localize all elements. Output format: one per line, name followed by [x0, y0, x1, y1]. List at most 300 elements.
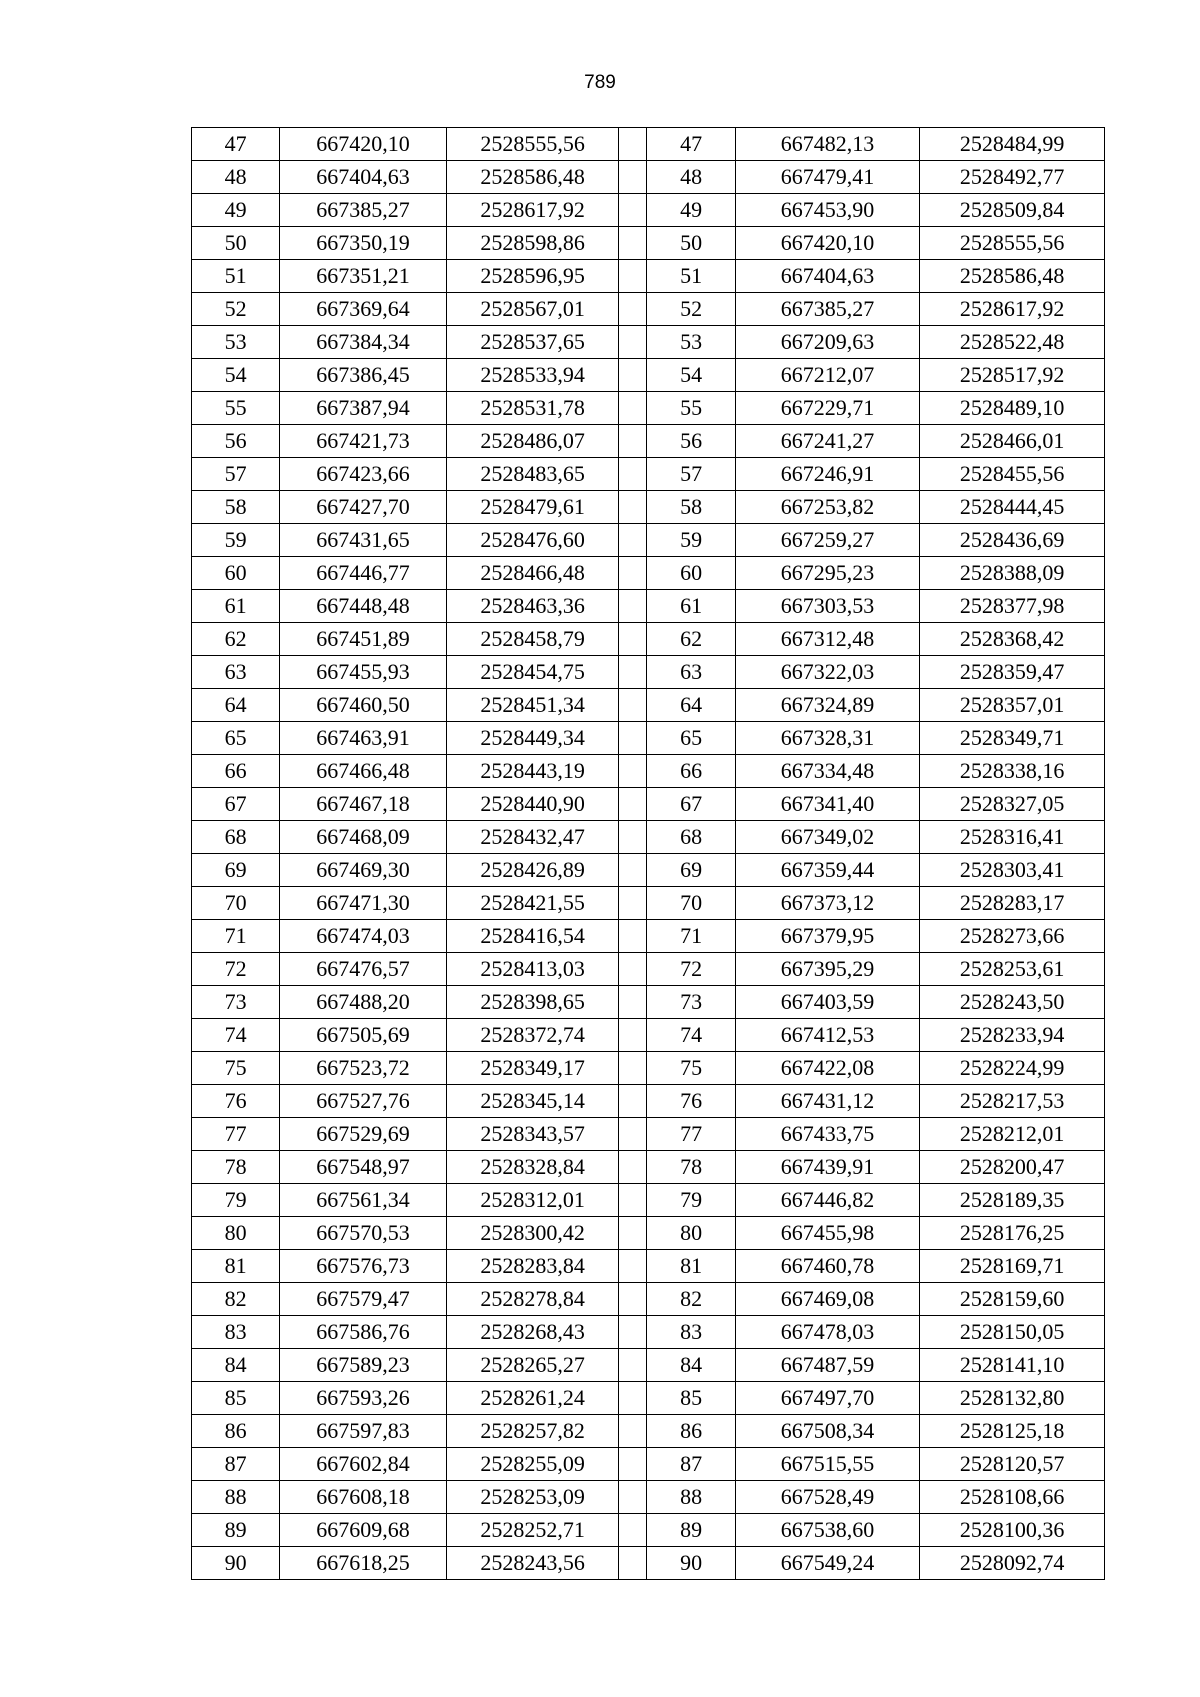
right-x-coordinate-cell: 667460,78: [735, 1250, 920, 1283]
left-y-coordinate-cell: 2528265,27: [446, 1349, 619, 1382]
spacer-cell: [619, 887, 647, 920]
spacer-cell: [619, 227, 647, 260]
left-x-coordinate-cell: 667369,64: [280, 293, 447, 326]
table-row: [192, 260, 1105, 293]
spacer-cell: [619, 293, 647, 326]
right-point-number-cell: 48: [647, 161, 735, 194]
left-x-coordinate-cell: 667608,18: [280, 1481, 447, 1514]
spacer-cell: [619, 128, 647, 161]
right-point-number-cell: 71: [647, 920, 735, 953]
spacer-cell: [619, 1052, 647, 1085]
left-x-coordinate-cell: 667463,91: [280, 722, 447, 755]
right-point-number-cell: 76: [647, 1085, 735, 1118]
left-point-number-cell: 59: [192, 524, 280, 557]
spacer-cell: [619, 194, 647, 227]
spacer-cell: [619, 557, 647, 590]
left-x-coordinate-cell: 667386,45: [280, 359, 447, 392]
left-point-number-cell: 66: [192, 755, 280, 788]
table-row: [192, 1250, 1105, 1283]
left-point-number-cell: 90: [192, 1547, 280, 1580]
spacer-cell: [619, 821, 647, 854]
right-y-coordinate-cell: 2528189,35: [920, 1184, 1105, 1217]
right-y-coordinate-cell: 2528377,98: [920, 590, 1105, 623]
right-y-coordinate-cell: 2528349,71: [920, 722, 1105, 755]
right-y-coordinate-cell: 2528283,17: [920, 887, 1105, 920]
left-point-number-cell: 50: [192, 227, 280, 260]
left-x-coordinate-cell: 667351,21: [280, 260, 447, 293]
spacer-cell: [619, 1085, 647, 1118]
left-point-number-cell: 47: [192, 128, 280, 161]
right-point-number-cell: 67: [647, 788, 735, 821]
spacer-cell: [619, 722, 647, 755]
spacer-cell: [619, 1118, 647, 1151]
right-point-number-cell: 55: [647, 392, 735, 425]
left-point-number-cell: 60: [192, 557, 280, 590]
right-x-coordinate-cell: 667322,03: [735, 656, 920, 689]
right-x-coordinate-cell: 667324,89: [735, 689, 920, 722]
left-y-coordinate-cell: 2528483,65: [446, 458, 619, 491]
left-x-coordinate-cell: 667602,84: [280, 1448, 447, 1481]
left-x-coordinate-cell: 667505,69: [280, 1019, 447, 1052]
table-row: [192, 194, 1105, 227]
left-point-number-cell: 63: [192, 656, 280, 689]
left-point-number-cell: 65: [192, 722, 280, 755]
left-x-coordinate-cell: 667561,34: [280, 1184, 447, 1217]
right-x-coordinate-cell: 667422,08: [735, 1052, 920, 1085]
left-x-coordinate-cell: 667527,76: [280, 1085, 447, 1118]
right-x-coordinate-cell: 667446,82: [735, 1184, 920, 1217]
spacer-cell: [619, 656, 647, 689]
left-point-number-cell: 58: [192, 491, 280, 524]
table-row: [192, 1448, 1105, 1481]
left-y-coordinate-cell: 2528486,07: [446, 425, 619, 458]
right-x-coordinate-cell: 667246,91: [735, 458, 920, 491]
spacer-cell: [619, 392, 647, 425]
right-point-number-cell: 68: [647, 821, 735, 854]
table-row: [192, 524, 1105, 557]
table-row: [192, 1382, 1105, 1415]
left-point-number-cell: 61: [192, 590, 280, 623]
right-point-number-cell: 84: [647, 1349, 735, 1382]
table-row: [192, 623, 1105, 656]
spacer-cell: [619, 524, 647, 557]
right-point-number-cell: 79: [647, 1184, 735, 1217]
table-row: [192, 557, 1105, 590]
right-y-coordinate-cell: 2528224,99: [920, 1052, 1105, 1085]
table-row: [192, 1415, 1105, 1448]
spacer-cell: [619, 1250, 647, 1283]
left-point-number-cell: 87: [192, 1448, 280, 1481]
left-y-coordinate-cell: 2528596,95: [446, 260, 619, 293]
left-y-coordinate-cell: 2528454,75: [446, 656, 619, 689]
left-point-number-cell: 64: [192, 689, 280, 722]
right-y-coordinate-cell: 2528436,69: [920, 524, 1105, 557]
spacer-cell: [619, 1415, 647, 1448]
right-y-coordinate-cell: 2528132,80: [920, 1382, 1105, 1415]
right-point-number-cell: 57: [647, 458, 735, 491]
right-y-coordinate-cell: 2528388,09: [920, 557, 1105, 590]
right-point-number-cell: 85: [647, 1382, 735, 1415]
left-x-coordinate-cell: 667404,63: [280, 161, 447, 194]
right-x-coordinate-cell: 667303,53: [735, 590, 920, 623]
left-y-coordinate-cell: 2528416,54: [446, 920, 619, 953]
right-y-coordinate-cell: 2528368,42: [920, 623, 1105, 656]
right-x-coordinate-cell: 667359,44: [735, 854, 920, 887]
left-y-coordinate-cell: 2528300,42: [446, 1217, 619, 1250]
table-row: [192, 755, 1105, 788]
right-x-coordinate-cell: 667229,71: [735, 392, 920, 425]
right-x-coordinate-cell: 667253,82: [735, 491, 920, 524]
right-y-coordinate-cell: 2528159,60: [920, 1283, 1105, 1316]
right-point-number-cell: 63: [647, 656, 735, 689]
left-point-number-cell: 56: [192, 425, 280, 458]
left-y-coordinate-cell: 2528398,65: [446, 986, 619, 1019]
left-y-coordinate-cell: 2528421,55: [446, 887, 619, 920]
left-point-number-cell: 55: [192, 392, 280, 425]
left-point-number-cell: 75: [192, 1052, 280, 1085]
right-y-coordinate-cell: 2528555,56: [920, 227, 1105, 260]
right-point-number-cell: 72: [647, 953, 735, 986]
right-y-coordinate-cell: 2528617,92: [920, 293, 1105, 326]
right-x-coordinate-cell: 667515,55: [735, 1448, 920, 1481]
right-y-coordinate-cell: 2528243,50: [920, 986, 1105, 1019]
left-x-coordinate-cell: 667421,73: [280, 425, 447, 458]
left-x-coordinate-cell: 667455,93: [280, 656, 447, 689]
left-x-coordinate-cell: 667586,76: [280, 1316, 447, 1349]
spacer-cell: [619, 458, 647, 491]
right-point-number-cell: 86: [647, 1415, 735, 1448]
spacer-cell: [619, 1382, 647, 1415]
right-y-coordinate-cell: 2528444,45: [920, 491, 1105, 524]
table-row: [192, 1118, 1105, 1151]
right-x-coordinate-cell: 667538,60: [735, 1514, 920, 1547]
table-row: [192, 722, 1105, 755]
right-point-number-cell: 81: [647, 1250, 735, 1283]
right-y-coordinate-cell: 2528212,01: [920, 1118, 1105, 1151]
right-point-number-cell: 58: [647, 491, 735, 524]
right-point-number-cell: 73: [647, 986, 735, 1019]
left-x-coordinate-cell: 667474,03: [280, 920, 447, 953]
right-point-number-cell: 80: [647, 1217, 735, 1250]
right-y-coordinate-cell: 2528489,10: [920, 392, 1105, 425]
right-point-number-cell: 89: [647, 1514, 735, 1547]
left-y-coordinate-cell: 2528555,56: [446, 128, 619, 161]
right-x-coordinate-cell: 667469,08: [735, 1283, 920, 1316]
right-x-coordinate-cell: 667385,27: [735, 293, 920, 326]
right-point-number-cell: 88: [647, 1481, 735, 1514]
coordinates-table-body: [192, 128, 1105, 1580]
left-x-coordinate-cell: 667476,57: [280, 953, 447, 986]
table-row: [192, 854, 1105, 887]
left-y-coordinate-cell: 2528463,36: [446, 590, 619, 623]
left-x-coordinate-cell: 667466,48: [280, 755, 447, 788]
right-y-coordinate-cell: 2528233,94: [920, 1019, 1105, 1052]
right-x-coordinate-cell: 667433,75: [735, 1118, 920, 1151]
spacer-cell: [619, 491, 647, 524]
table-row: [192, 491, 1105, 524]
right-x-coordinate-cell: 667334,48: [735, 755, 920, 788]
right-point-number-cell: 51: [647, 260, 735, 293]
spacer-cell: [619, 788, 647, 821]
left-point-number-cell: 62: [192, 623, 280, 656]
right-point-number-cell: 69: [647, 854, 735, 887]
right-x-coordinate-cell: 667455,98: [735, 1217, 920, 1250]
right-point-number-cell: 47: [647, 128, 735, 161]
left-y-coordinate-cell: 2528440,90: [446, 788, 619, 821]
right-x-coordinate-cell: 667295,23: [735, 557, 920, 590]
right-y-coordinate-cell: 2528092,74: [920, 1547, 1105, 1580]
left-point-number-cell: 78: [192, 1151, 280, 1184]
right-x-coordinate-cell: 667403,59: [735, 986, 920, 1019]
left-y-coordinate-cell: 2528476,60: [446, 524, 619, 557]
left-y-coordinate-cell: 2528466,48: [446, 557, 619, 590]
right-point-number-cell: 75: [647, 1052, 735, 1085]
left-y-coordinate-cell: 2528255,09: [446, 1448, 619, 1481]
right-y-coordinate-cell: 2528484,99: [920, 128, 1105, 161]
spacer-cell: [619, 755, 647, 788]
right-point-number-cell: 62: [647, 623, 735, 656]
left-y-coordinate-cell: 2528586,48: [446, 161, 619, 194]
table-row: [192, 1151, 1105, 1184]
table-row: [192, 359, 1105, 392]
spacer-cell: [619, 1217, 647, 1250]
right-y-coordinate-cell: 2528357,01: [920, 689, 1105, 722]
left-point-number-cell: 85: [192, 1382, 280, 1415]
left-y-coordinate-cell: 2528349,17: [446, 1052, 619, 1085]
left-y-coordinate-cell: 2528253,09: [446, 1481, 619, 1514]
right-x-coordinate-cell: 667373,12: [735, 887, 920, 920]
left-x-coordinate-cell: 667576,73: [280, 1250, 447, 1283]
table-row: [192, 986, 1105, 1019]
left-point-number-cell: 79: [192, 1184, 280, 1217]
spacer-cell: [619, 590, 647, 623]
left-point-number-cell: 72: [192, 953, 280, 986]
right-point-number-cell: 83: [647, 1316, 735, 1349]
right-x-coordinate-cell: 667209,63: [735, 326, 920, 359]
left-y-coordinate-cell: 2528257,82: [446, 1415, 619, 1448]
left-y-coordinate-cell: 2528449,34: [446, 722, 619, 755]
right-y-coordinate-cell: 2528253,61: [920, 953, 1105, 986]
right-y-coordinate-cell: 2528125,18: [920, 1415, 1105, 1448]
table-row: [192, 953, 1105, 986]
left-y-coordinate-cell: 2528598,86: [446, 227, 619, 260]
table-row: [192, 656, 1105, 689]
table-row: [192, 458, 1105, 491]
left-point-number-cell: 73: [192, 986, 280, 1019]
right-x-coordinate-cell: 667478,03: [735, 1316, 920, 1349]
left-y-coordinate-cell: 2528312,01: [446, 1184, 619, 1217]
left-y-coordinate-cell: 2528268,43: [446, 1316, 619, 1349]
right-y-coordinate-cell: 2528327,05: [920, 788, 1105, 821]
left-x-coordinate-cell: 667431,65: [280, 524, 447, 557]
left-y-coordinate-cell: 2528413,03: [446, 953, 619, 986]
spacer-cell: [619, 986, 647, 1019]
spacer-cell: [619, 260, 647, 293]
left-x-coordinate-cell: 667523,72: [280, 1052, 447, 1085]
spacer-cell: [619, 161, 647, 194]
right-x-coordinate-cell: 667439,91: [735, 1151, 920, 1184]
left-y-coordinate-cell: 2528443,19: [446, 755, 619, 788]
spacer-cell: [619, 1349, 647, 1382]
spacer-cell: [619, 1283, 647, 1316]
left-x-coordinate-cell: 667385,27: [280, 194, 447, 227]
left-y-coordinate-cell: 2528479,61: [446, 491, 619, 524]
left-x-coordinate-cell: 667384,34: [280, 326, 447, 359]
right-y-coordinate-cell: 2528100,36: [920, 1514, 1105, 1547]
table-row: [192, 161, 1105, 194]
spacer-cell: [619, 1547, 647, 1580]
left-x-coordinate-cell: 667593,26: [280, 1382, 447, 1415]
left-x-coordinate-cell: 667488,20: [280, 986, 447, 1019]
spacer-cell: [619, 326, 647, 359]
left-point-number-cell: 89: [192, 1514, 280, 1547]
table-row: [192, 1349, 1105, 1382]
left-x-coordinate-cell: 667589,23: [280, 1349, 447, 1382]
right-point-number-cell: 61: [647, 590, 735, 623]
left-point-number-cell: 67: [192, 788, 280, 821]
table-row: [192, 293, 1105, 326]
left-x-coordinate-cell: 667469,30: [280, 854, 447, 887]
left-y-coordinate-cell: 2528372,74: [446, 1019, 619, 1052]
left-y-coordinate-cell: 2528252,71: [446, 1514, 619, 1547]
left-x-coordinate-cell: 667446,77: [280, 557, 447, 590]
right-y-coordinate-cell: 2528522,48: [920, 326, 1105, 359]
table-row: [192, 227, 1105, 260]
left-x-coordinate-cell: 667448,48: [280, 590, 447, 623]
right-x-coordinate-cell: 667497,70: [735, 1382, 920, 1415]
left-x-coordinate-cell: 667451,89: [280, 623, 447, 656]
right-y-coordinate-cell: 2528273,66: [920, 920, 1105, 953]
left-point-number-cell: 52: [192, 293, 280, 326]
right-point-number-cell: 53: [647, 326, 735, 359]
left-y-coordinate-cell: 2528345,14: [446, 1085, 619, 1118]
right-point-number-cell: 70: [647, 887, 735, 920]
left-point-number-cell: 54: [192, 359, 280, 392]
left-point-number-cell: 84: [192, 1349, 280, 1382]
left-x-coordinate-cell: 667471,30: [280, 887, 447, 920]
left-x-coordinate-cell: 667468,09: [280, 821, 447, 854]
page-number: 789: [584, 72, 616, 93]
right-x-coordinate-cell: 667312,48: [735, 623, 920, 656]
right-y-coordinate-cell: 2528200,47: [920, 1151, 1105, 1184]
right-y-coordinate-cell: 2528176,25: [920, 1217, 1105, 1250]
left-point-number-cell: 80: [192, 1217, 280, 1250]
table-row: [192, 887, 1105, 920]
right-x-coordinate-cell: 667549,24: [735, 1547, 920, 1580]
table-row: [192, 1052, 1105, 1085]
left-y-coordinate-cell: 2528426,89: [446, 854, 619, 887]
table-row: [192, 1085, 1105, 1118]
spacer-cell: [619, 1514, 647, 1547]
right-x-coordinate-cell: 667404,63: [735, 260, 920, 293]
spacer-cell: [619, 1184, 647, 1217]
right-point-number-cell: 59: [647, 524, 735, 557]
left-point-number-cell: 86: [192, 1415, 280, 1448]
spacer-cell: [619, 1481, 647, 1514]
left-x-coordinate-cell: 667350,19: [280, 227, 447, 260]
table-row: [192, 689, 1105, 722]
right-y-coordinate-cell: 2528455,56: [920, 458, 1105, 491]
right-x-coordinate-cell: 667379,95: [735, 920, 920, 953]
left-point-number-cell: 88: [192, 1481, 280, 1514]
left-x-coordinate-cell: 667618,25: [280, 1547, 447, 1580]
left-y-coordinate-cell: 2528617,92: [446, 194, 619, 227]
right-x-coordinate-cell: 667212,07: [735, 359, 920, 392]
right-x-coordinate-cell: 667241,27: [735, 425, 920, 458]
left-x-coordinate-cell: 667579,47: [280, 1283, 447, 1316]
left-x-coordinate-cell: 667570,53: [280, 1217, 447, 1250]
spacer-cell: [619, 623, 647, 656]
right-point-number-cell: 90: [647, 1547, 735, 1580]
spacer-cell: [619, 425, 647, 458]
right-x-coordinate-cell: 667259,27: [735, 524, 920, 557]
left-y-coordinate-cell: 2528531,78: [446, 392, 619, 425]
left-point-number-cell: 74: [192, 1019, 280, 1052]
left-x-coordinate-cell: 667529,69: [280, 1118, 447, 1151]
spacer-cell: [619, 1448, 647, 1481]
right-point-number-cell: 60: [647, 557, 735, 590]
table-row: [192, 590, 1105, 623]
left-point-number-cell: 83: [192, 1316, 280, 1349]
right-y-coordinate-cell: 2528517,92: [920, 359, 1105, 392]
right-x-coordinate-cell: 667328,31: [735, 722, 920, 755]
left-y-coordinate-cell: 2528243,56: [446, 1547, 619, 1580]
right-x-coordinate-cell: 667341,40: [735, 788, 920, 821]
right-point-number-cell: 78: [647, 1151, 735, 1184]
left-point-number-cell: 51: [192, 260, 280, 293]
right-point-number-cell: 50: [647, 227, 735, 260]
left-point-number-cell: 49: [192, 194, 280, 227]
table-row: [192, 1316, 1105, 1349]
left-point-number-cell: 69: [192, 854, 280, 887]
left-y-coordinate-cell: 2528343,57: [446, 1118, 619, 1151]
right-point-number-cell: 77: [647, 1118, 735, 1151]
right-y-coordinate-cell: 2528141,10: [920, 1349, 1105, 1382]
right-point-number-cell: 65: [647, 722, 735, 755]
left-point-number-cell: 82: [192, 1283, 280, 1316]
left-point-number-cell: 71: [192, 920, 280, 953]
left-point-number-cell: 70: [192, 887, 280, 920]
spacer-cell: [619, 854, 647, 887]
right-x-coordinate-cell: 667412,53: [735, 1019, 920, 1052]
left-y-coordinate-cell: 2528328,84: [446, 1151, 619, 1184]
spacer-cell: [619, 920, 647, 953]
left-point-number-cell: 77: [192, 1118, 280, 1151]
coordinates-table: [191, 127, 1105, 1580]
right-y-coordinate-cell: 2528169,71: [920, 1250, 1105, 1283]
left-y-coordinate-cell: 2528567,01: [446, 293, 619, 326]
left-y-coordinate-cell: 2528537,65: [446, 326, 619, 359]
table-row: [192, 1184, 1105, 1217]
right-point-number-cell: 66: [647, 755, 735, 788]
right-y-coordinate-cell: 2528492,77: [920, 161, 1105, 194]
right-point-number-cell: 64: [647, 689, 735, 722]
table-row: [192, 1481, 1105, 1514]
left-y-coordinate-cell: 2528432,47: [446, 821, 619, 854]
right-x-coordinate-cell: 667482,13: [735, 128, 920, 161]
left-x-coordinate-cell: 667460,50: [280, 689, 447, 722]
left-point-number-cell: 48: [192, 161, 280, 194]
left-y-coordinate-cell: 2528283,84: [446, 1250, 619, 1283]
left-x-coordinate-cell: 667427,70: [280, 491, 447, 524]
left-x-coordinate-cell: 667467,18: [280, 788, 447, 821]
table-row: [192, 128, 1105, 161]
right-y-coordinate-cell: 2528120,57: [920, 1448, 1105, 1481]
left-y-coordinate-cell: 2528533,94: [446, 359, 619, 392]
right-point-number-cell: 87: [647, 1448, 735, 1481]
table-row: [192, 821, 1105, 854]
table-row: [192, 425, 1105, 458]
